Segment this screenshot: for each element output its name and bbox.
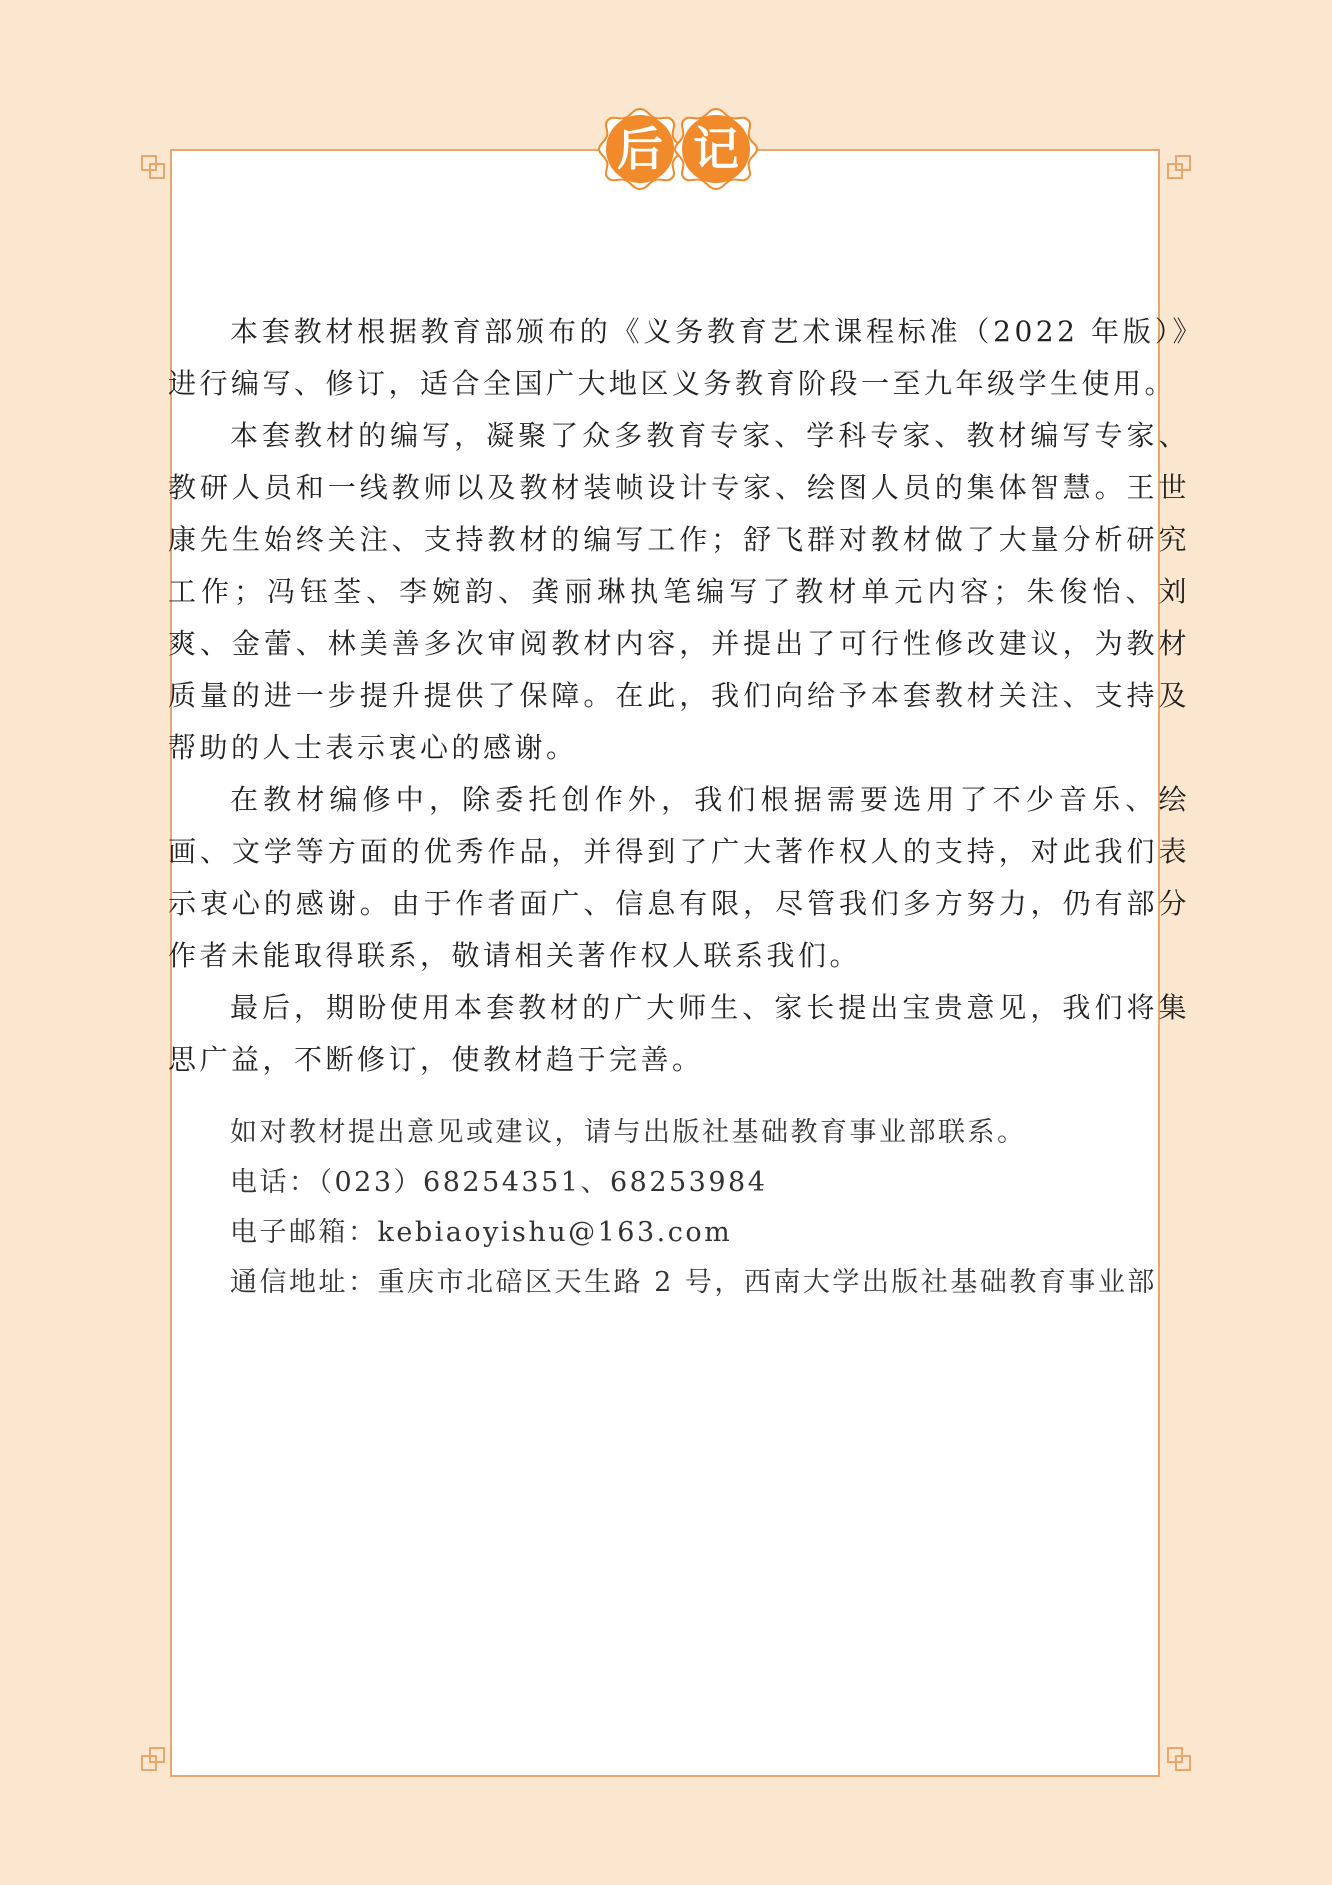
body-paragraph: 本套教材的编写，凝聚了众多教育专家、学科专家、教材编写专家、教研人员和一线教师以及教材装帧设计专家、绘图人员的集体智慧。王世康先生始终关注、支持教材的编写工作；舒飞群对教材做了大量分析研究工作；冯钰荃、李婉韵、龚丽琳执笔编写了教材单元内容；朱俊怡、刘爽、金蕾、林美善多次审阅教材内容，并提出了可行性修改建议，为教材质量的进一步提升提供了保障。在此，我们向给予本套教材关注、支持及帮助的人士表示衷心的感谢。 [168,419,1190,764]
corner-ornament-top-left [140,154,166,180]
contact-phone: 电话：（023）68254351、68253984 [230,1167,768,1198]
contact-address: 通信地址：重庆市北碚区天生路 2 号，西南大学出版社基础教育事业部 [230,1267,1157,1298]
title-char-badge [597,106,683,192]
title-char: 后 [617,122,663,176]
body-paragraph: 在教材编修中，除委托创作外，我们根据需要选用了不少音乐、绘画、文学等方面的优秀作品，并得到了广大著作权人的支持，对此我们表示衷心的感谢。由于作者面广、信息有限，尽管我们多方努力，仍有部分作者未能取得联系，敬请相关著作权人联系我们。 [168,783,1190,972]
contact-email: 电子邮箱：kebiaoyishu@163.com [230,1217,733,1248]
corner-ornament-top-right [1166,154,1192,180]
contact-info [230,1108,1160,1308]
title-char: 记 [693,122,739,176]
contact-intro: 如对教材提出意见或建议，请与出版社基础教育事业部联系。 [230,1117,1027,1148]
body-paragraph: 最后，期盼使用本套教材的广大师生、家长提出宝贵意见，我们将集思广益，不断修订，使教材趋于完善。 [168,991,1190,1076]
corner-ornament-bottom-right [1166,1746,1192,1772]
page-title [597,106,759,192]
body-paragraph: 本套教材根据教育部颁布的《义务教育艺术课程标准（2022 年版）》进行编写、修订，适合全国广大地区义务教育阶段一至九年级学生使用。 [168,315,1190,400]
title-char-badge [673,106,759,192]
corner-ornament-bottom-left [140,1746,166,1772]
afterword-body [168,306,1190,1086]
